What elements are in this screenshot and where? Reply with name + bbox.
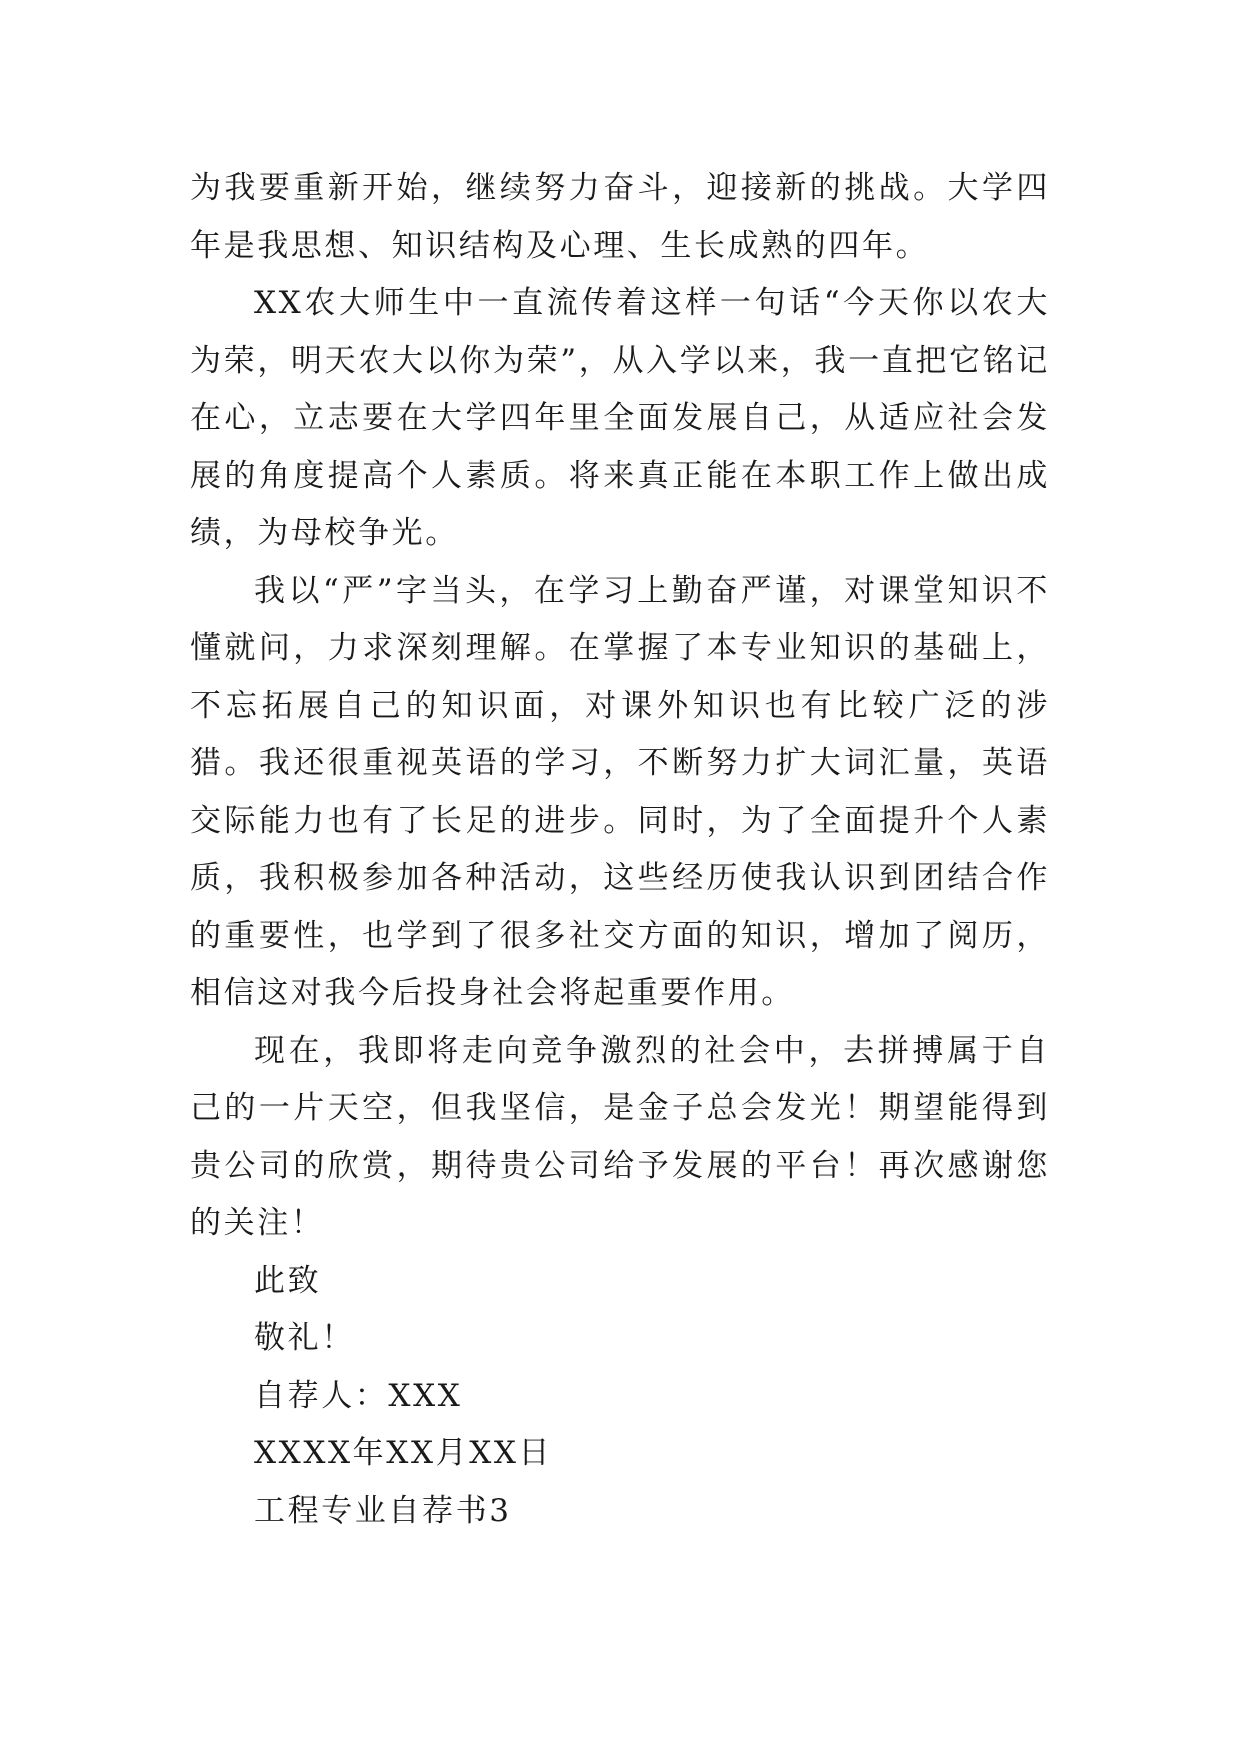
- date-line: XXXX年XX月XX日: [254, 1435, 553, 1471]
- signer-line: 自荐人：XXX: [254, 1377, 463, 1414]
- paragraph-continued: 为我要重新开始，继续努力奋斗，迎接新的挑战。大学四年是我思想、知识结构及心理、生长成熟的四年。: [190, 170, 1050, 264]
- closing-salutation: 此致: [254, 1262, 322, 1299]
- letter-body: [190, 160, 1050, 1540]
- next-section-title: 工程专业自荐书3: [254, 1492, 512, 1529]
- paragraph-conclusion: 现在，我即将走向竞争激烈的社会中，去拼搏属于自己的一片天空，但我坚信，是金子总会发光！期望能得到贵公司的欣赏，期待贵公司给予发展的平台！再次感谢您的关注！: [190, 1032, 1050, 1241]
- paragraph-school-motto: XX农大师生中一直流传着这样一句话“今天你以农大为荣，明天农大以你为荣”，从入学以来，我一直把它铭记在心，立志要在大学四年里全面发展自己，从适应社会发展的角度提高个人素质。将来真正能在本职工作上做出成绩，为母校争光。: [190, 285, 1050, 551]
- closing-regards: 敬礼！: [254, 1320, 355, 1356]
- paragraph-study: 我以“严”字当头，在学习上勤奋严谨，对课堂知识不懂就问，力求深刻理解。在掌握了本专业知识的基础上，不忘拓展自己的知识面，对课外知识也有比较广泛的涉猎。我还很重视英语的学习，不断努力扩大词汇量，英语交际能力也有了长足的进步。同时，为了全面提升个人素质，我积极参加各种活动，这些经历使我认识到团结合作的重要性，也学到了很多社交方面的知识，增加了阅历，相信这对我今后投身社会将起重要作用。: [190, 572, 1050, 1011]
